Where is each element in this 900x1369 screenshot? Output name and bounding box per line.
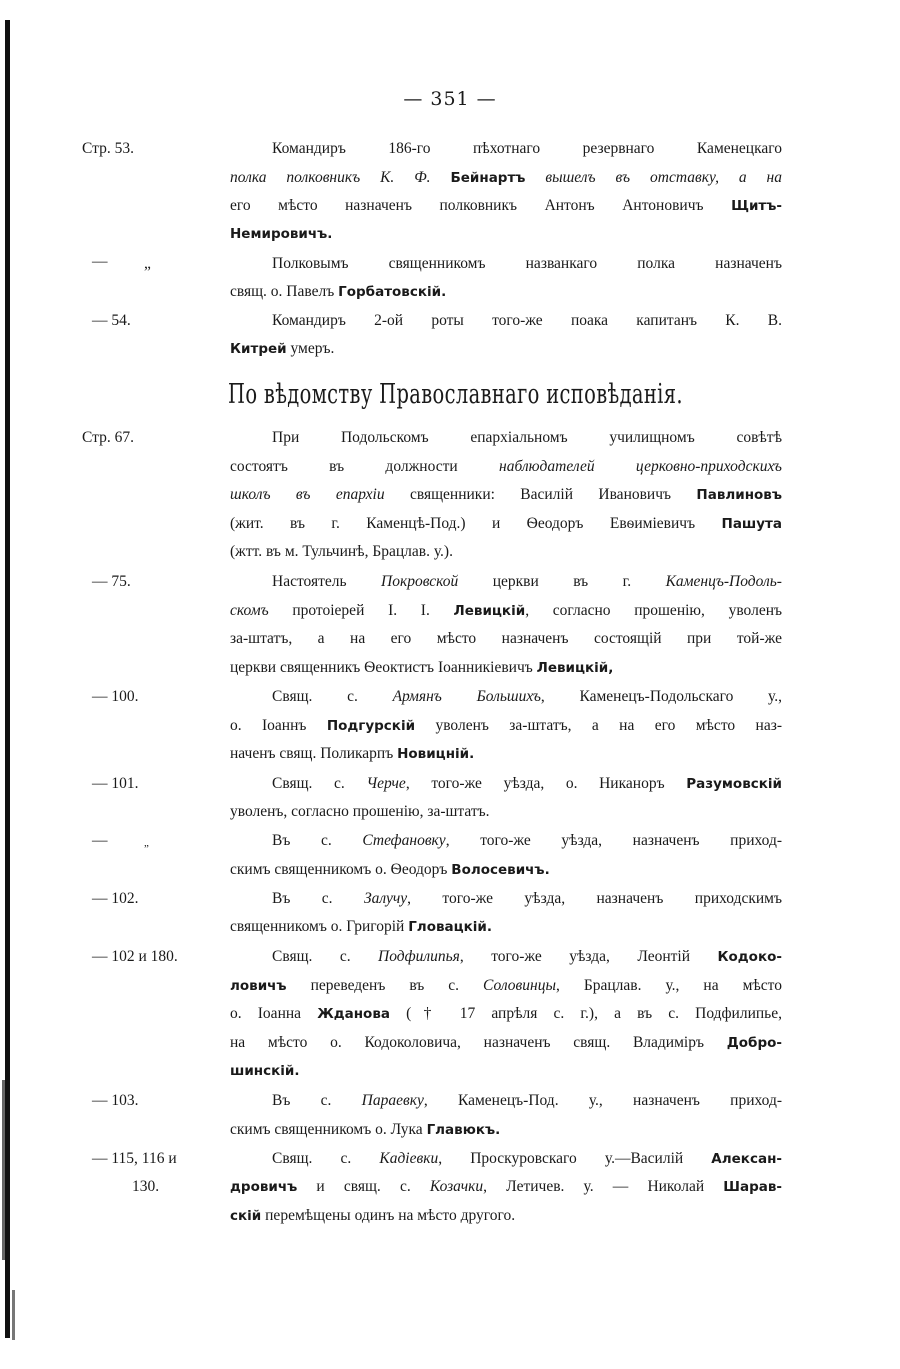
text-line: (жит. въ г. Каменцѣ-Под.) и Ѳеодоръ Евѳиміевичъ Пашута <box>230 515 782 532</box>
surname: Павлиновъ <box>696 487 782 503</box>
surname: Шарав- <box>723 1179 783 1195</box>
surname: Кодоко- <box>717 949 782 965</box>
text-line: скимъ священникомъ о. Ѳеодоръ Волосевичъ. <box>230 861 550 878</box>
ditto-dash: — <box>92 253 108 270</box>
page-reference: — 102 и 180. <box>92 948 178 965</box>
text-line: ловичъ переведенъ въ с. Соловинцы, Брацлав. у., на мѣсто <box>230 977 782 994</box>
text-line: за-штатъ, а на его мѣсто назначенъ состоящій при той-же <box>230 630 782 647</box>
text-line: Свящ. с. Армянъ Большихъ, Каменецъ-Подольскаго у., <box>272 688 782 705</box>
page-reference: — 115, 116 и <box>92 1150 177 1167</box>
surname: Добро- <box>726 1035 782 1051</box>
surname: шинскій. <box>230 1063 300 1079</box>
page-reference: Стр. 67. <box>82 429 134 446</box>
surname: Китрей <box>230 341 287 357</box>
surname: Алексан- <box>711 1151 782 1167</box>
page-reference: Стр. 53. <box>82 140 134 157</box>
text-line: уволенъ, согласно прошенію, за-штатъ. <box>230 803 490 820</box>
page-reference: 130. <box>132 1178 160 1195</box>
surname: Волосевичъ. <box>451 862 550 878</box>
surname: скій <box>230 1208 262 1224</box>
page-reference: — 54. <box>92 312 131 329</box>
page-reference: — 103. <box>92 1092 139 1109</box>
text-line: скомъ протоіерей І. І. Левицкій, согласно прошенію, уволенъ <box>230 602 783 619</box>
ditto-dash: — <box>92 832 108 849</box>
text-line: (жтт. въ м. Тульчинѣ, Брацлав. у.). <box>230 543 453 560</box>
scan-edge-noise <box>2 1080 5 1260</box>
surname: Щитъ- <box>731 198 782 214</box>
surname: Новицній. <box>397 746 475 762</box>
text-line: полка полковникъ К. Ф. Бейнартъ вышелъ въ отставку, а на <box>230 169 782 186</box>
scan-edge-line <box>5 20 10 1338</box>
surname: Подгурскій <box>326 718 416 734</box>
page-reference: — 102. <box>92 890 139 907</box>
text-line: Полковымъ священникомъ названкаго полка назначенъ <box>272 255 782 272</box>
surname: Бейнартъ <box>450 170 526 186</box>
text-line: Въ с. Стефановку, того-же уѣзда, назначенъ приход- <box>272 832 782 849</box>
page-reference: — 75. <box>92 573 131 590</box>
text-line: школъ въ епархіи священники: Василій Ивановичъ Павлиновъ <box>230 486 782 503</box>
surname: Горбатовскій. <box>338 284 447 300</box>
text-line: состоятъ въ должности наблюдателей церковно-приходскихъ <box>230 458 782 475</box>
text-line: Китрей умеръ. <box>230 340 335 357</box>
surname: дровичъ <box>230 1179 298 1195</box>
text-line: на мѣсто о. Кодоколовича, назначенъ свящ. Владиміръ Добро- <box>230 1034 782 1051</box>
page-number: — 351 — <box>403 88 497 110</box>
surname: Главюкъ. <box>426 1122 501 1138</box>
ditto-mark: „ <box>144 837 149 849</box>
text-line: Въ с. Параевку, Каменецъ-Под. у., назначенъ приход- <box>272 1092 782 1109</box>
ditto-mark: „ <box>144 255 151 272</box>
text-line: Свящ. с. Черче, того-же уѣзда, о. Никаноръ Разумовскій <box>272 775 782 792</box>
text-line <box>230 1061 782 1081</box>
text-line: Въ с. Залучу, того-же уѣзда, назначенъ приходскимъ <box>272 890 782 907</box>
surname: Пашута <box>721 516 782 532</box>
text-line: о. Іоаннъ Подгурскій уволенъ за-штатъ, а на его мѣсто наз- <box>230 717 782 734</box>
text-line: священникомъ о. Григорій Гловацкій. <box>230 918 493 935</box>
text-line: скимъ священникомъ о. Лука Главюкъ. <box>230 1121 501 1138</box>
text-line: Командиръ 2-ой роты того-же поака капитанъ К. В. <box>272 312 782 329</box>
surname: Жданова <box>317 1006 390 1022</box>
surname: Немировичъ. <box>230 226 333 242</box>
surname: Левицкій <box>453 603 526 619</box>
text-line: его мѣсто назначенъ полковникъ Антонъ Антоновичъ Щитъ- <box>230 197 782 214</box>
section-heading: По вѣдомству Православнаго исповѣданія. <box>228 379 683 410</box>
surname: Разумовскій <box>686 776 782 792</box>
scan-edge-noise <box>12 1290 15 1340</box>
text-line: Командиръ 186-го пѣхотнаго резервнаго Каменецкаго <box>272 140 782 157</box>
text-line: скій перемѣщены одинъ на мѣсто другого. <box>230 1207 516 1224</box>
text-line: наченъ свящ. Поликарпъ Новицній. <box>230 745 475 762</box>
surname: Левицкій, <box>536 660 614 676</box>
text-line: При Подольскомъ епархіальномъ училищномъ совѣтѣ <box>272 429 782 446</box>
text-line: Настоятель Покровской церкви въ г. Каменцъ-Подоль- <box>272 573 782 590</box>
text-line: Свящ. с. Кадіевки, Проскуровскаго у.—Василій Алексан- <box>272 1150 782 1167</box>
page-reference: — 100. <box>92 688 139 705</box>
text-line: свящ. о. Павелъ Горбатовскій. <box>230 283 447 300</box>
page-reference: — 101. <box>92 775 139 792</box>
surname: ловичъ <box>230 978 287 994</box>
text-line <box>230 224 782 244</box>
text-line: Свящ. с. Подфилипья, того-же уѣзда, Леонтій Кодоко- <box>272 948 782 965</box>
text-line: дровичъ и свящ. с. Козачки, Летичев. у. — Николай Шарав- <box>230 1178 783 1195</box>
text-line: церкви священникъ Ѳеоктистъ Іоанникіевичъ Левицкій, <box>230 659 614 676</box>
text-line: о. Іоанна Жданова († 17 апрѣля с. г.), а въ с. Подфилипье, <box>230 1005 782 1022</box>
surname: Гловацкій. <box>408 919 493 935</box>
